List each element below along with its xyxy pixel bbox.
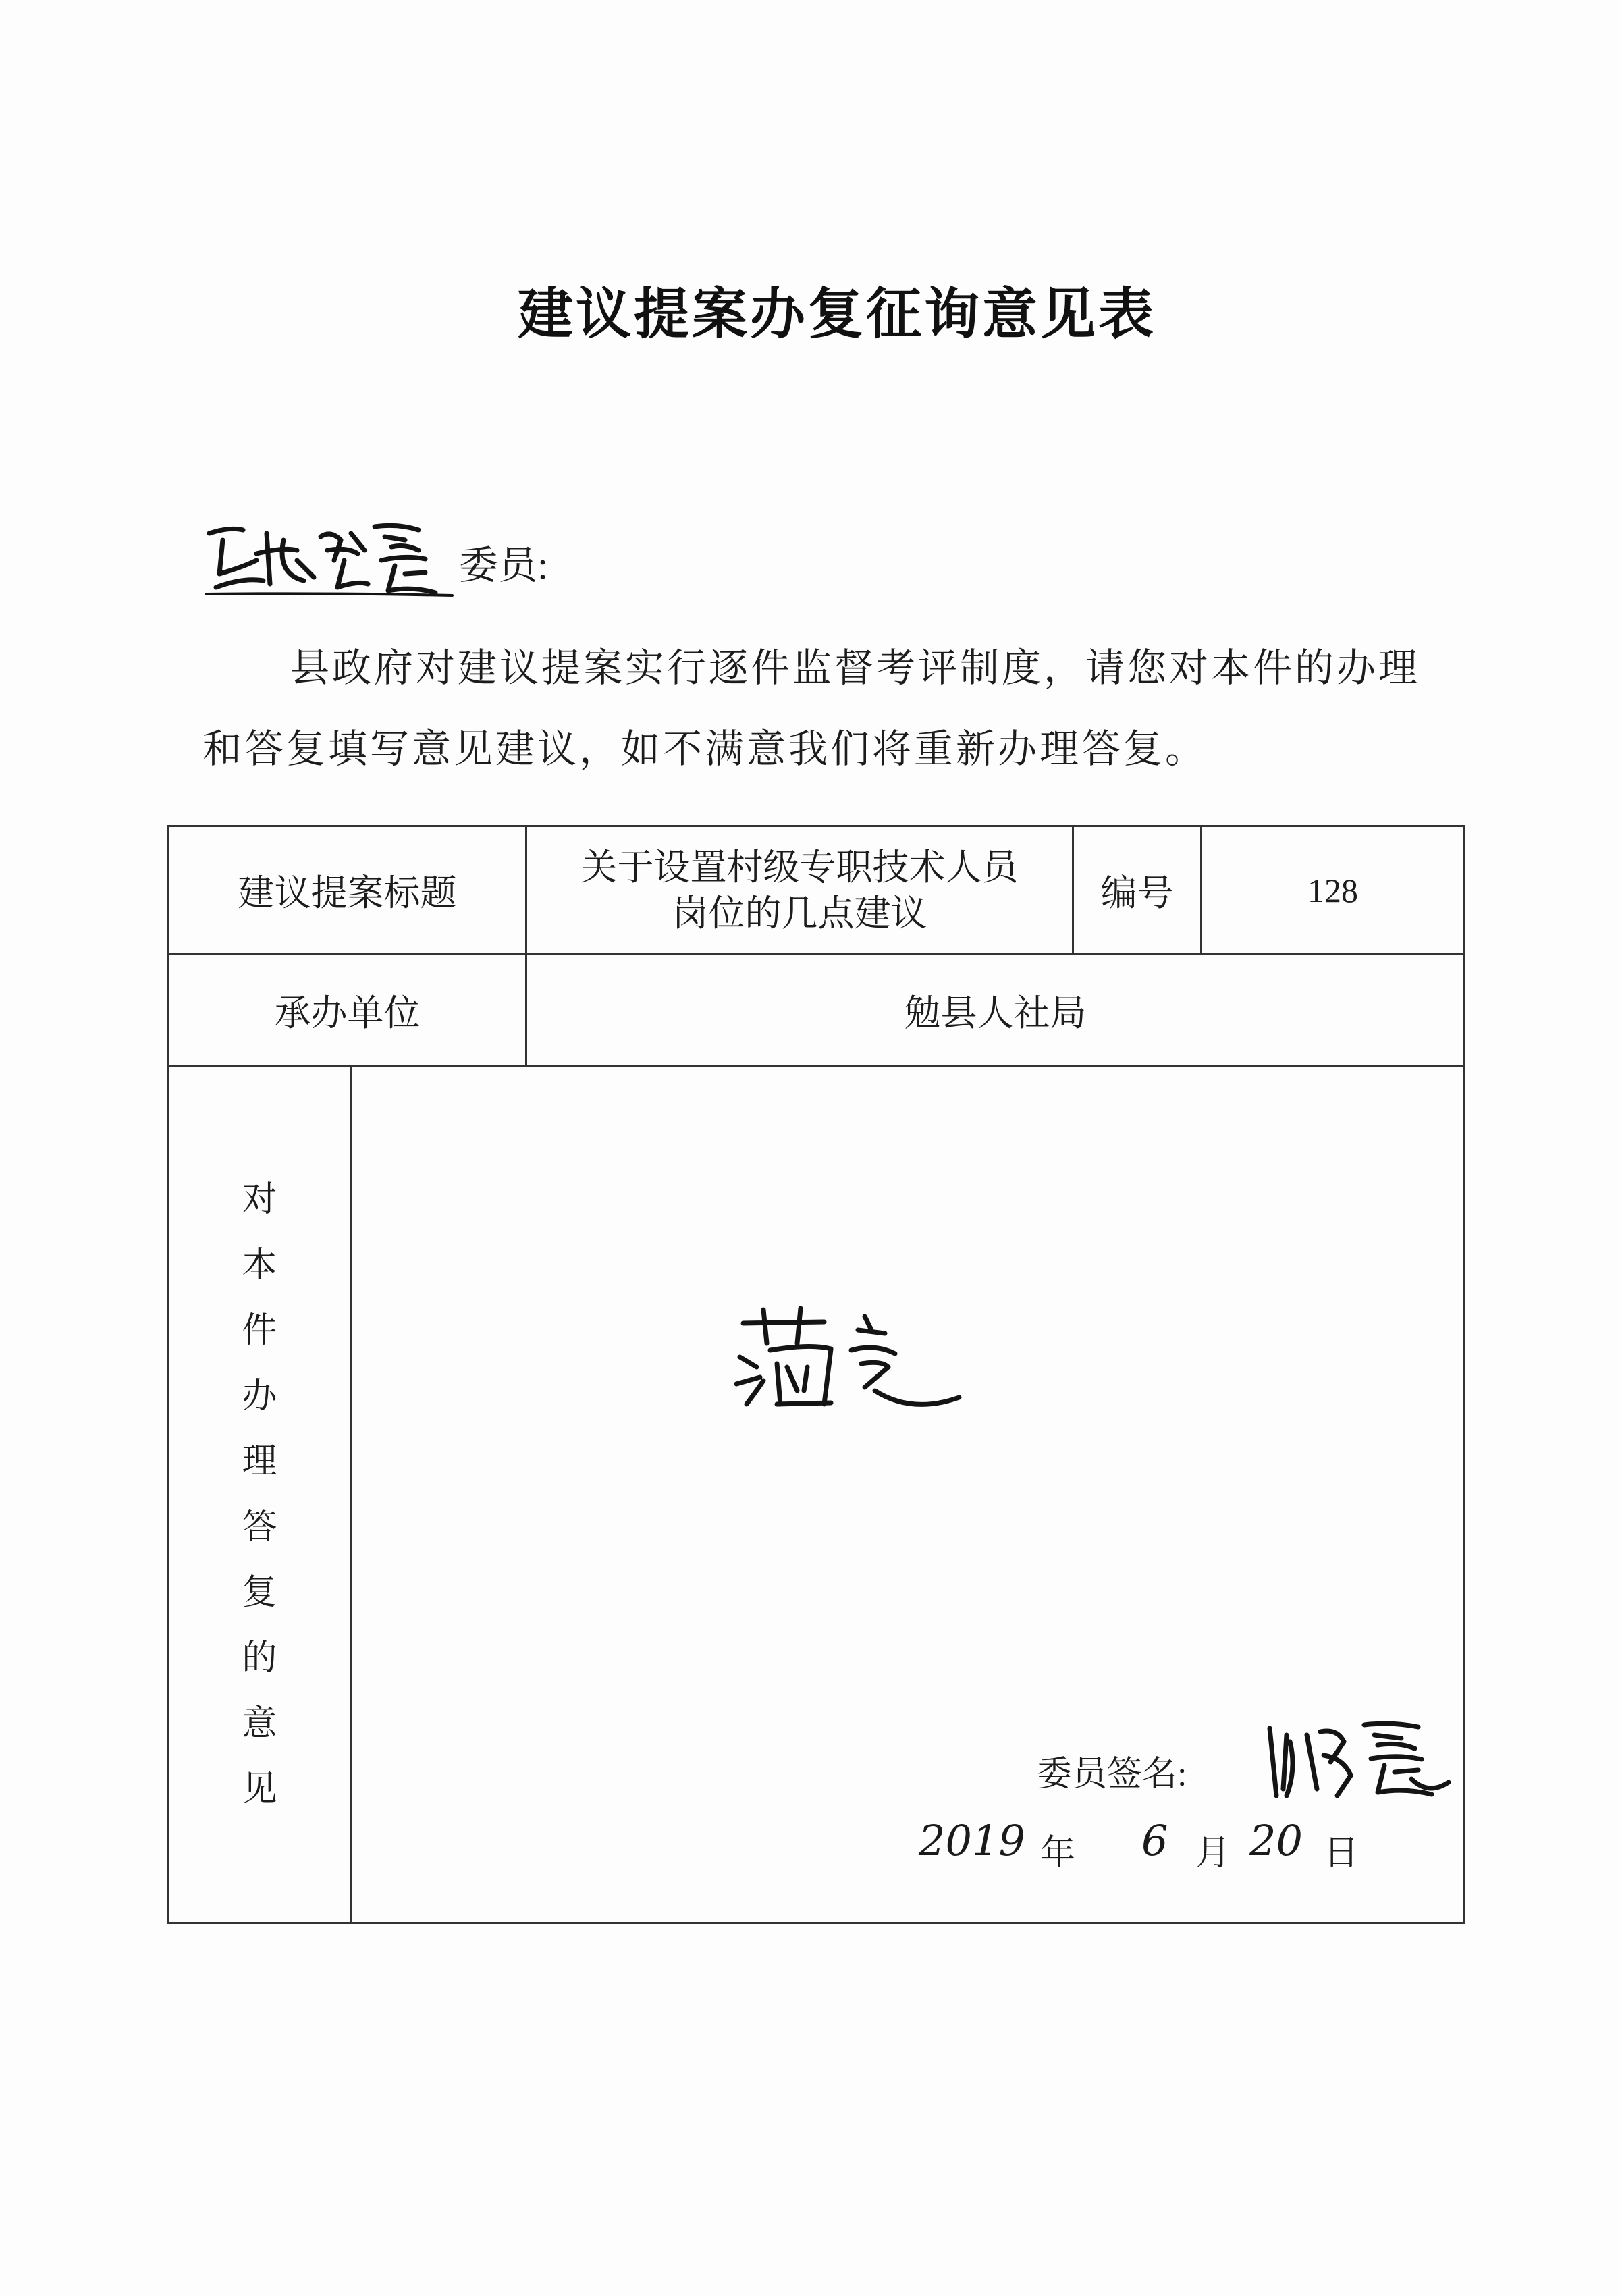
- date-month-suffix: 月: [1195, 1834, 1231, 1873]
- opinion-body-cell: [351, 1066, 1465, 1923]
- opinion-label: [169, 1167, 350, 1822]
- opinion-label-char: 见: [242, 1769, 277, 1809]
- salutation-suffix: 委员:: [459, 543, 549, 587]
- opinion-label-char: 本: [242, 1246, 277, 1285]
- date-month: 6: [1141, 1816, 1168, 1865]
- opinion-label-cell: [169, 1066, 351, 1923]
- intro-paragraph: 县政府对建议提案实行逐件监督考评制度，请您对本件的办理和答复填写意见建议，如不满意我们将重新办理答复。: [202, 646, 1421, 771]
- member-signature-label: 委员签名:: [1037, 1755, 1187, 1794]
- handwritten-opinion: [730, 1303, 973, 1418]
- opinion-label-char: 件: [242, 1311, 277, 1350]
- opinion-label-char: 意: [242, 1704, 277, 1743]
- proposal-title-label: 建议提案标题: [169, 826, 526, 955]
- page-title: 建议提案办复征询意见表: [517, 284, 1156, 345]
- handwritten-name-signature: [202, 513, 459, 601]
- opinion-label-char: 答: [242, 1507, 277, 1547]
- number-value: 128: [1202, 826, 1465, 955]
- handling-unit-value: 勉县人社局: [526, 955, 1465, 1066]
- opinion-label-char: 理: [242, 1442, 277, 1481]
- proposal-title-value: [526, 826, 1073, 955]
- date-line: [919, 1816, 1526, 1897]
- opinion-label-char: 的: [242, 1638, 277, 1678]
- number-label: 编号: [1073, 826, 1202, 955]
- opinion-form-table: [167, 825, 1465, 1924]
- opinion-label-char: 复: [242, 1573, 277, 1612]
- date-day: 20: [1249, 1816, 1303, 1865]
- date-day-suffix: 日: [1324, 1834, 1359, 1873]
- opinion-label-char: 办: [242, 1377, 277, 1416]
- date-year-suffix: 年: [1040, 1834, 1076, 1873]
- date-year: 2019: [919, 1816, 1025, 1865]
- proposal-title-text: 关于设置村级专职技术人员岗位的几点建议: [580, 847, 1019, 934]
- handwritten-member-signature: [1256, 1715, 1459, 1816]
- handling-unit-label: 承办单位: [169, 955, 526, 1066]
- opinion-label-char: 对: [242, 1180, 277, 1219]
